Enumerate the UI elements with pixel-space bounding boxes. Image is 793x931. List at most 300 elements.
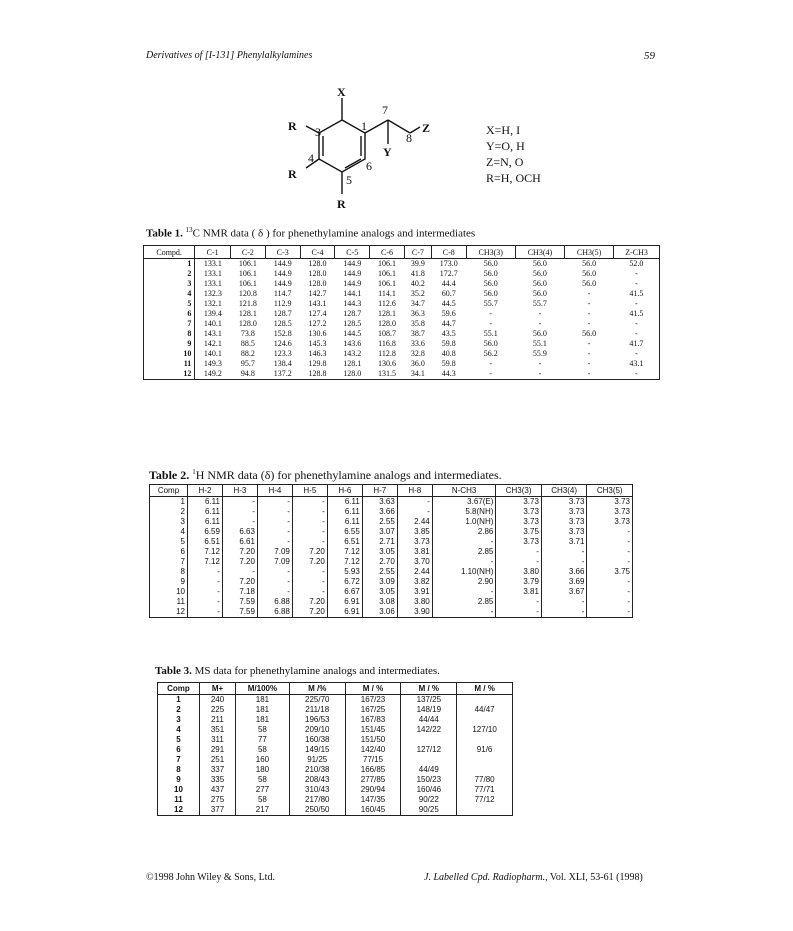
table2-header: H-2 [187, 485, 222, 497]
table-cell: 131.5 [377, 369, 396, 378]
table-cell: 2.55 [362, 567, 397, 577]
table-cell: - [432, 557, 496, 567]
table-cell: - [187, 607, 222, 618]
table-cell: 7.59 [222, 607, 257, 618]
table-cell: 55.9 [532, 349, 547, 358]
table-row [144, 339, 660, 349]
table-cell: 124.6 [273, 339, 292, 348]
table-cell: 112.6 [378, 299, 396, 308]
table-cell: 2.55 [362, 517, 397, 527]
table-row [158, 785, 513, 795]
table-cell: 36.0 [410, 359, 425, 368]
table-cell: 40.8 [441, 349, 456, 358]
table-cell: 12 [150, 607, 188, 618]
table-cell: 7.12 [327, 557, 362, 567]
table-cell: 8 [144, 329, 195, 339]
table-cell: 5.93 [327, 567, 362, 577]
table-row [150, 587, 633, 597]
table-cell: 3.73 [587, 517, 633, 527]
table-cell: 133.1 [203, 279, 222, 288]
atom-4: 4 [308, 151, 314, 165]
table-row [150, 577, 633, 587]
table-cell: 2.44 [397, 517, 432, 527]
table-cell: 123.3 [273, 349, 292, 358]
table-cell [457, 805, 513, 816]
table-cell: 128.1 [377, 309, 396, 318]
table-cell: 148/19 [401, 705, 457, 715]
table-cell: - [292, 517, 327, 527]
table-cell: 3.81 [397, 547, 432, 557]
table-cell: 133.1 [203, 259, 222, 268]
table-cell: 351 [199, 725, 235, 735]
table3-header: M / % [457, 683, 513, 695]
table1-header: C-1 [195, 246, 231, 259]
table-cell: 58 [236, 745, 290, 755]
table-cell: 127/12 [401, 745, 457, 755]
table-cell: 12 [144, 369, 195, 380]
table-cell: 108.7 [377, 329, 396, 338]
table-cell: 8 [158, 765, 200, 775]
table-cell: - [541, 557, 587, 567]
table-cell: 128.0 [308, 279, 327, 288]
table-cell: 2 [144, 269, 195, 279]
table-cell: 32.8 [410, 349, 425, 358]
table-cell: 210/38 [289, 765, 345, 775]
table3-caption [155, 665, 440, 677]
table-cell: 151/50 [345, 735, 401, 745]
table-cell: 3.05 [362, 547, 397, 557]
table-cell: 3.80 [496, 567, 542, 577]
table-cell: 4 [150, 527, 188, 537]
table-cell: 95.7 [240, 359, 255, 368]
table-cell: 180 [236, 765, 290, 775]
table-cell: 106.1 [238, 259, 257, 268]
table-cell: 152.8 [273, 329, 292, 338]
table-cell: 56.2 [483, 349, 498, 358]
table-cell: 277 [236, 785, 290, 795]
table-cell: 7 [158, 755, 200, 765]
table-cell: 6.51 [327, 537, 362, 547]
table-cell: 6 [158, 745, 200, 755]
table-cell: 6.51 [187, 537, 222, 547]
table-cell [457, 695, 513, 706]
table-cell: - [496, 597, 542, 607]
table-cell: 6 [150, 547, 188, 557]
table-cell: 143.6 [343, 339, 362, 348]
table-cell: 7.20 [222, 577, 257, 587]
table3-caption-text: MS data for phenethylamine analogs and intermediates. [194, 665, 440, 677]
table3-header: M+ [199, 683, 235, 695]
table-cell: 59.6 [441, 309, 456, 318]
table-row [150, 497, 633, 508]
table-row [150, 517, 633, 527]
table-cell: 6.91 [327, 597, 362, 607]
table-cell: 142.1 [203, 339, 222, 348]
table-cell: 3.85 [397, 527, 432, 537]
table-row [150, 607, 633, 618]
chemical-structure-diagram [270, 80, 490, 220]
table-cell: 7.18 [222, 587, 257, 597]
table-cell: - [292, 537, 327, 547]
table-cell: 3.73 [496, 507, 542, 517]
atom-3: 3 [315, 125, 321, 139]
table-row [144, 269, 660, 279]
table-cell: 44.4 [441, 279, 456, 288]
table-row [158, 735, 513, 745]
table-cell: 7.12 [187, 547, 222, 557]
table-cell: 3.67 [541, 587, 587, 597]
table-row [144, 309, 660, 319]
table-row [150, 547, 633, 557]
table-cell: 11 [158, 795, 200, 805]
table-cell: 3.73 [541, 517, 587, 527]
table-cell: 90/25 [401, 805, 457, 816]
table-cell: 3.66 [541, 567, 587, 577]
table-cell: 128.1 [238, 309, 257, 318]
table1-header: Compd. [144, 246, 195, 259]
table-cell: 11 [150, 597, 188, 607]
table1-header: C-3 [265, 246, 300, 259]
table-cell: 130.6 [377, 359, 396, 368]
table-cell: - [187, 577, 222, 587]
table-cell: 55.1 [532, 339, 547, 348]
table2-label: Table 2. [149, 468, 190, 482]
table-cell: 211/18 [289, 705, 345, 715]
table-cell: 2.70 [362, 557, 397, 567]
table-row [158, 725, 513, 735]
table-cell: 147/35 [345, 795, 401, 805]
table-cell: 114.7 [273, 289, 292, 298]
table-cell: - [432, 607, 496, 618]
table-cell: 145.3 [308, 339, 327, 348]
table-cell: 41.7 [629, 339, 644, 348]
table-cell: 311 [199, 735, 235, 745]
table3-header: Comp [158, 683, 200, 695]
atom-1: 1 [361, 119, 367, 133]
table-cell: 44/47 [457, 705, 513, 715]
table-cell: 7.12 [187, 557, 222, 567]
table-cell: 94.8 [240, 369, 255, 378]
table-cell: 3.75 [587, 567, 633, 577]
table-cell: 36.3 [410, 309, 425, 318]
table-cell: 56.0 [582, 329, 597, 338]
table-cell: 56.0 [532, 289, 547, 298]
table-cell: 133.1 [203, 269, 222, 278]
table-cell: 9 [150, 577, 188, 587]
label-x: X [337, 85, 346, 99]
table-cell: 73.8 [240, 329, 255, 338]
table-row [144, 349, 660, 359]
table-cell: - [222, 507, 257, 517]
table-cell: 56.0 [582, 269, 597, 278]
table-cell: 151/45 [345, 725, 401, 735]
table-cell: 128.1 [343, 359, 362, 368]
table2-header: Comp [150, 485, 188, 497]
table-cell: 56.0 [532, 269, 547, 278]
table-cell: 91/6 [457, 745, 513, 755]
table2-header: CH3(5) [587, 485, 633, 497]
table-cell: - [489, 359, 493, 368]
table-cell: 33.6 [410, 339, 425, 348]
table-cell: - [587, 349, 591, 358]
table-cell: 3.06 [362, 607, 397, 618]
table2-header: CH3(4) [541, 485, 587, 497]
table-cell: 2 [158, 705, 200, 715]
table-cell: 138.4 [273, 359, 292, 368]
table-cell: 160/46 [401, 785, 457, 795]
table-cell: 6.55 [327, 527, 362, 537]
table-cell: 128.0 [238, 319, 257, 328]
table-cell: 144.9 [273, 279, 292, 288]
table-cell: 3.73 [496, 537, 542, 547]
table-cell: - [587, 339, 591, 348]
table-cell: 77/12 [457, 795, 513, 805]
table-cell: - [432, 587, 496, 597]
table-cell: - [292, 587, 327, 597]
table-cell: 34.7 [410, 299, 425, 308]
table-cell: 7 [144, 319, 195, 329]
table1-header: C-4 [300, 246, 335, 259]
table-cell: - [496, 547, 542, 557]
table-cell: 181 [236, 695, 290, 706]
table-cell: 277/85 [345, 775, 401, 785]
table-cell: 6.11 [327, 507, 362, 517]
table-cell: 55.1 [483, 329, 498, 338]
table-cell: 6.72 [327, 577, 362, 587]
table-row [150, 557, 633, 567]
table1-header: CH3(4) [515, 246, 564, 259]
table-cell: 55.7 [532, 299, 547, 308]
table-cell: 6.11 [327, 517, 362, 527]
table-cell: - [635, 269, 638, 278]
table-cell: 44/44 [401, 715, 457, 725]
table-cell: 55.7 [483, 299, 498, 308]
table-cell: 2.86 [432, 527, 496, 537]
table-cell: 142/22 [401, 725, 457, 735]
table-cell: 3 [150, 517, 188, 527]
table1-header: C-8 [431, 246, 466, 259]
table-cell: 8 [150, 567, 188, 577]
table2-header: H-7 [362, 485, 397, 497]
table-cell: - [587, 299, 591, 308]
table-cell: - [587, 537, 633, 547]
table-cell: 34.1 [410, 369, 425, 378]
atom-5: 5 [346, 173, 352, 187]
table-cell: 6 [144, 309, 195, 319]
table-cell: - [587, 369, 591, 378]
table-cell: - [292, 497, 327, 508]
table-cell: 167/25 [345, 705, 401, 715]
table-cell: 41.5 [629, 289, 644, 298]
table1 [143, 245, 660, 380]
table-cell: 3 [144, 279, 195, 289]
table2-header: CH3(3) [496, 485, 542, 497]
table-cell: 106.1 [377, 279, 396, 288]
table-cell: 77/80 [457, 775, 513, 785]
table-cell: 5 [158, 735, 200, 745]
table-cell [401, 755, 457, 765]
table-row [158, 755, 513, 765]
table-cell: - [257, 527, 292, 537]
table-cell: - [541, 597, 587, 607]
table-row [150, 527, 633, 537]
table-cell: 211 [199, 715, 235, 725]
table-cell: 3.73 [496, 517, 542, 527]
table-cell: 144.5 [343, 329, 362, 338]
table-cell: - [222, 517, 257, 527]
table3 [157, 682, 513, 816]
table-row [150, 567, 633, 577]
table-cell: 1 [158, 695, 200, 706]
table-row [144, 279, 660, 289]
table-cell: - [635, 369, 638, 378]
table-cell: 3.73 [541, 527, 587, 537]
table-cell: 132.3 [203, 289, 222, 298]
table1-caption-text: C NMR data ( δ ) for phenethylamine analogs and intermediates [192, 227, 476, 240]
table-cell: 39.9 [410, 259, 425, 268]
table-cell: 58 [236, 725, 290, 735]
table-cell: 9 [144, 339, 195, 349]
table-cell: 143.2 [343, 349, 362, 358]
table-cell: 127/10 [457, 725, 513, 735]
page-number: 59 [644, 50, 655, 62]
table-cell: - [587, 557, 633, 567]
table-cell: 3.05 [362, 587, 397, 597]
table3-header: M /% [289, 683, 345, 695]
table-cell: - [587, 597, 633, 607]
table-cell: 3.73 [587, 497, 633, 508]
table-cell: 137.2 [273, 369, 292, 378]
journal-volume: Vol. XLI, 53-61 (1998) [547, 872, 643, 883]
table-cell: 106.1 [238, 279, 257, 288]
table-cell: 3.73 [541, 507, 587, 517]
table-cell: 44.5 [441, 299, 456, 308]
table-cell: 10 [144, 349, 195, 359]
table-cell: 121.8 [238, 299, 257, 308]
table-row [144, 329, 660, 339]
table-cell: 217/80 [289, 795, 345, 805]
table-cell: 3.71 [541, 537, 587, 547]
table-cell: 59.8 [441, 359, 456, 368]
table-cell: - [538, 309, 542, 318]
table-cell: 6.61 [222, 537, 257, 547]
table-cell: 7.09 [257, 557, 292, 567]
table1-header: C-2 [231, 246, 266, 259]
table-cell: 3.73 [541, 497, 587, 508]
table-cell: 144.3 [343, 299, 362, 308]
table-cell: 6.11 [187, 517, 222, 527]
table-cell: 3.69 [541, 577, 587, 587]
table-cell: 7.09 [257, 547, 292, 557]
table-cell: - [257, 507, 292, 517]
table-cell: 88.2 [240, 349, 255, 358]
table2-header: H-5 [292, 485, 327, 497]
table2-header: H-8 [397, 485, 432, 497]
table-cell: 137/25 [401, 695, 457, 706]
table-cell: 142.7 [308, 289, 327, 298]
table-cell: 3.81 [496, 587, 542, 597]
table-row [150, 507, 633, 517]
table1-header: Z-CH3 [614, 246, 660, 259]
table-cell: 149.2 [203, 369, 222, 378]
table-row [158, 695, 513, 706]
table-cell: 106.1 [377, 259, 396, 268]
table-cell: 132.1 [203, 299, 222, 308]
table-cell: 7.20 [292, 607, 327, 618]
table-cell: 5 [150, 537, 188, 547]
table-cell: 7.20 [292, 547, 327, 557]
table-cell: 217 [236, 805, 290, 816]
table-row [144, 259, 660, 270]
label-r-top: R [288, 119, 297, 133]
table-cell: 225/70 [289, 695, 345, 706]
table-cell: 149/15 [289, 745, 345, 755]
table-cell: 59.8 [441, 339, 456, 348]
table-cell: 88.5 [240, 339, 255, 348]
table-cell: 144.1 [343, 289, 362, 298]
table-cell: 128.0 [343, 369, 362, 378]
label-y: Y [383, 145, 392, 159]
table3-header: M / % [401, 683, 457, 695]
table-cell: - [257, 517, 292, 527]
table-cell: 143.1 [308, 299, 327, 308]
table-cell: 146.3 [308, 349, 327, 358]
table-cell: 128.7 [273, 309, 292, 318]
table-cell: 1 [144, 259, 195, 270]
table-cell: - [187, 597, 222, 607]
table-cell: 173.0 [439, 259, 458, 268]
table-cell: - [496, 557, 542, 567]
table-cell: 130.6 [308, 329, 327, 338]
table-cell: 3.08 [362, 597, 397, 607]
table-cell: 3.73 [496, 497, 542, 508]
table-cell: 60.7 [441, 289, 456, 298]
table-row [158, 705, 513, 715]
table-cell: 437 [199, 785, 235, 795]
table-cell: 128.0 [308, 259, 327, 268]
table3-header: M / % [345, 683, 401, 695]
table-cell: 52.0 [629, 259, 644, 268]
table-cell: 6.63 [222, 527, 257, 537]
table-cell: - [635, 279, 638, 288]
table-row [158, 795, 513, 805]
table-cell: 6.67 [327, 587, 362, 597]
table-cell: 3.63 [362, 497, 397, 508]
table-cell: - [257, 567, 292, 577]
table-cell: - [635, 319, 638, 328]
table-cell: 56.0 [582, 279, 597, 288]
table-cell: 35.8 [410, 319, 425, 328]
table-cell: 11 [144, 359, 195, 369]
table-cell: - [587, 289, 591, 298]
table-cell: - [635, 349, 638, 358]
table2-header: H-3 [222, 485, 257, 497]
table-cell: 4 [158, 725, 200, 735]
table-cell: - [222, 567, 257, 577]
table-cell: 56.0 [483, 259, 498, 268]
table-cell: 41.8 [410, 269, 425, 278]
table-cell: 128.0 [377, 319, 396, 328]
table-cell: 106.1 [377, 269, 396, 278]
table-cell: 150/23 [401, 775, 457, 785]
table-cell: - [257, 587, 292, 597]
table1-sup: 13 [185, 226, 193, 234]
table-cell: 90/22 [401, 795, 457, 805]
label-r-bottom: R [337, 197, 346, 211]
table-cell: - [187, 587, 222, 597]
table-cell: 240 [199, 695, 235, 706]
table-cell: - [397, 497, 432, 508]
